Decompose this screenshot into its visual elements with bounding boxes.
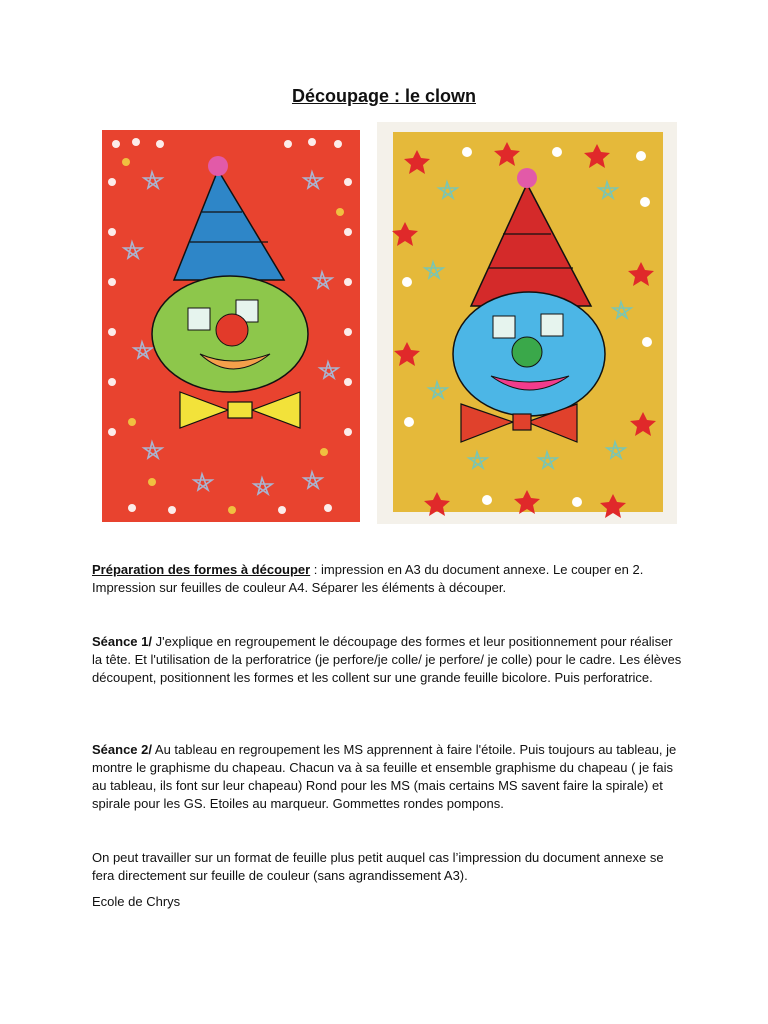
clown-image-yellow [377, 122, 677, 524]
paragraph-seance-1-text: J'explique en regroupement le découpage des formes et leur positionnement pour réaliser la tête. Et l'utilisation de la perforatrice (je perfore/je colle/ je perfore/ je colle) pour le cadre. Les élèves découpent, positionnent les formes et les collent sur une grande feuille bicolore. Puis perforatrice. [92, 634, 682, 685]
paragraph-seance-2-lead: Séance 2/ [92, 742, 152, 757]
paragraph-seance-2 [92, 741, 682, 813]
paragraph-preparation-lead: Préparation des formes à découper [92, 562, 311, 577]
paragraph-seance-1 [92, 633, 682, 687]
paragraph-seance-2-text: Au tableau en regroupement les MS apprennent à faire l'étoile. Puis toujours au tableau, je montre le graphisme du chapeau. Chacun va à sa feuille et ensemble graphisme du chapeau ( je fais au tableau, ils font sur leur chapeau) Rond pour les MS (mais certains MS savent faire la spirale) et spirale pour les GS. Etoiles au marqueur. Gommettes rondes pompons. [92, 742, 677, 811]
signature: Ecole de Chrys [92, 894, 181, 909]
paragraph-seance-1-lead: Séance 1/ [92, 634, 152, 649]
page-title: Découpage : le clown [291, 86, 477, 106]
paragraph-format: On peut travailler sur un format de feuille plus petit auquel cas l’impression du document annexe se fera directement sur feuille de couleur (sans agrandissement A3). [92, 850, 664, 883]
paragraph-preparation-text: : impression en A3 du document annexe. Le couper en 2. Impression sur feuilles de couleur A4. Séparer les éléments à découper. [92, 562, 644, 595]
clown-image-red [92, 122, 368, 524]
paragraph-preparation [92, 561, 682, 597]
